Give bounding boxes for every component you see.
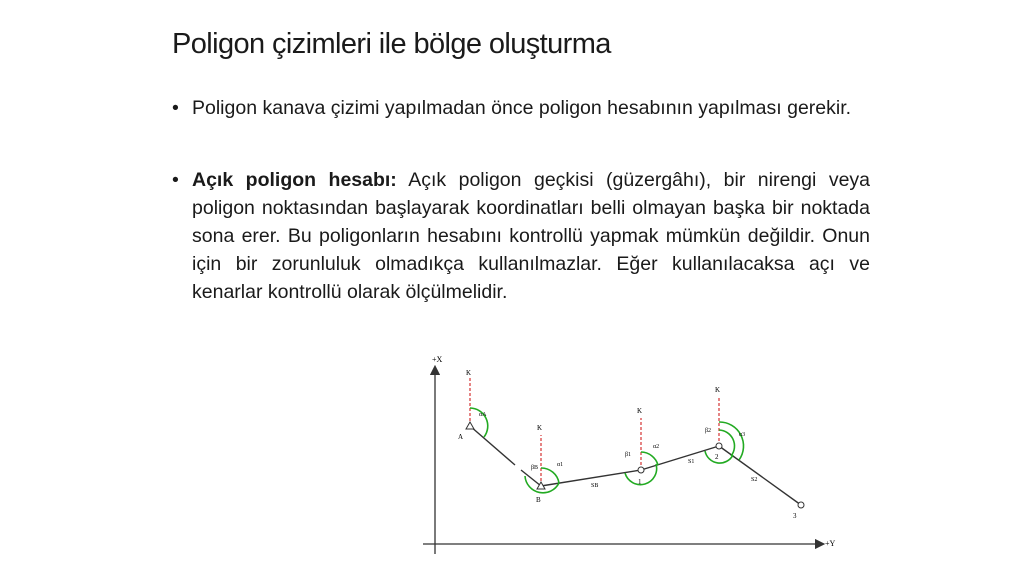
angle-label-alpha-2: α2 xyxy=(653,444,660,450)
north-label-1: K xyxy=(637,407,643,415)
point-label-b: B xyxy=(536,496,541,504)
point-label-3: 3 xyxy=(793,512,797,520)
open-traverse-diagram xyxy=(415,350,845,560)
bullet-text: Açık poligon geçkisi (güzergâhı), bir nirengi veya poligon noktasından başlayarak koordinatları belli olmayan başka bir noktada sona erer. Bu poligonların hesabını kontrollü yapmak mümkün değildir. Onun için bir zorunluluk olmadıkça kullanılmazlar. Eğer kullanılacaksa açı ve kenarlar kontrollü olarak ölçülmelidir. xyxy=(192,169,871,303)
angle-arc-b-1 xyxy=(541,468,559,483)
point-label-a: A xyxy=(458,433,464,441)
north-label-b: K xyxy=(537,424,543,432)
bullet-bold-heading: Açık poligon hesabı: xyxy=(192,169,397,191)
side-label-sb: SB xyxy=(591,483,599,489)
side-label-s1: S1 xyxy=(688,459,695,465)
bullet-text: Poligon kanava çizimi yapılmadan önce poligon hesabının yapılması gerekir. xyxy=(192,97,852,119)
bullet-item xyxy=(172,94,870,122)
angle-label-alpha-a: αA xyxy=(479,412,487,418)
side-a-b-cont xyxy=(521,470,541,486)
point-label-2: 2 xyxy=(715,453,719,461)
triangle-a-icon xyxy=(466,422,474,429)
slide-title: Poligon çizimleri ile bölge oluşturma xyxy=(172,28,611,60)
north-label-a: K xyxy=(466,369,472,377)
bullet-dot-icon: • xyxy=(172,97,179,119)
side-a-b xyxy=(470,426,515,465)
angle-label-alpha-3: α3 xyxy=(739,432,746,438)
angle-arc-1-1 xyxy=(641,452,658,465)
angle-label-beta-2: β2 xyxy=(705,428,712,434)
x-axis-label: +X xyxy=(432,355,443,364)
point-1-icon xyxy=(638,467,644,473)
point-2-icon xyxy=(716,443,722,449)
north-label-2: K xyxy=(715,386,721,394)
angle-label-beta-b: βB xyxy=(531,465,539,471)
bullet-dot-icon: • xyxy=(172,169,179,191)
side-label-s2: S2 xyxy=(751,477,758,483)
angle-label-beta-1: β1 xyxy=(625,452,632,458)
bullet-list xyxy=(172,94,870,306)
bullet-item xyxy=(172,166,870,306)
point-3-icon xyxy=(798,502,804,508)
y-axis-label: +Y xyxy=(825,539,836,548)
point-label-1: 1 xyxy=(638,478,642,486)
angle-label-alpha-1: α1 xyxy=(557,462,564,468)
